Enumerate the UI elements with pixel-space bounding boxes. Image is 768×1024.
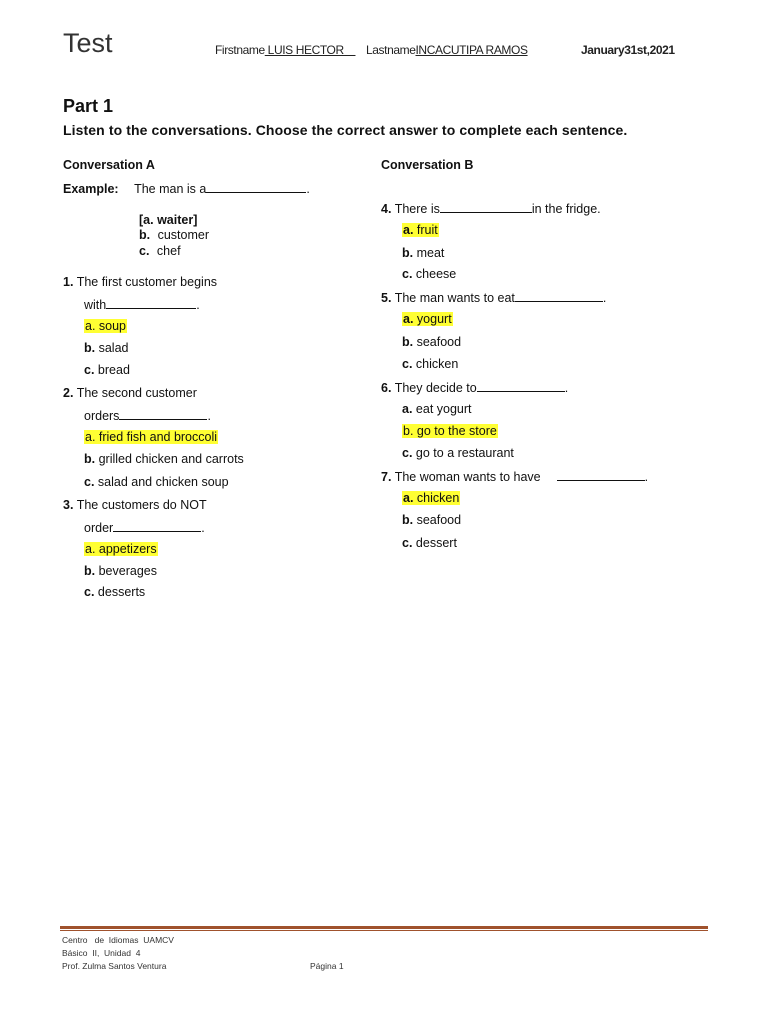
answer-blank	[113, 520, 201, 532]
answer-blank	[440, 201, 532, 213]
q3-option-b	[84, 564, 157, 578]
lastname-field	[366, 43, 578, 57]
option-text: salad and chicken soup	[97, 475, 229, 489]
highlighted-answer: a. soup	[85, 319, 127, 333]
option-text: waiter]	[157, 213, 198, 227]
firstname-value: LUIS HECTOR	[264, 43, 356, 57]
footer-rule	[60, 926, 708, 929]
question-text: orders	[84, 409, 120, 423]
period: .	[196, 298, 200, 312]
question-2-line2	[84, 408, 211, 423]
example-option-a	[139, 213, 197, 227]
option-label: c.	[402, 357, 413, 371]
option-text: grilled chicken and carrots	[98, 452, 244, 466]
question-5	[381, 290, 606, 305]
option-label: c.	[84, 363, 95, 377]
option-text: meat	[416, 246, 445, 260]
highlighted-answer: a. appetizers	[85, 542, 157, 556]
option-label: c.	[402, 446, 413, 460]
option-text: bread	[97, 363, 130, 377]
question-6	[381, 380, 568, 395]
option-label: a.	[403, 223, 414, 237]
option-label: c.	[84, 585, 95, 599]
question-text: The customers do NOT	[76, 498, 207, 512]
firstname-field	[215, 43, 355, 57]
q2-option-c	[84, 475, 229, 489]
instructions: Listen to the conversations. Choose the correct answer to complete each sentence.	[63, 122, 628, 138]
footer-institution: Centro de Idiomas UAMCV	[62, 935, 174, 945]
option-label: b.	[402, 513, 414, 527]
q6-option-b	[402, 424, 498, 438]
q4-option-b	[402, 246, 444, 260]
q7-option-a	[402, 491, 460, 505]
q6-option-c	[402, 446, 514, 460]
lastname-value: INCACUTIPA RAMOS	[415, 43, 528, 57]
option-label: a.	[403, 312, 414, 326]
q4-option-c	[402, 267, 456, 281]
q5-option-a	[402, 312, 453, 326]
option-label: b.	[139, 228, 151, 242]
answer-blank	[119, 408, 207, 420]
q3-option-c	[84, 585, 145, 599]
question-number: 6.	[381, 381, 392, 395]
q7-option-c	[402, 536, 457, 550]
q1-option-c	[84, 363, 130, 377]
option-text: seafood	[416, 513, 462, 527]
footer-rule-thin	[60, 930, 708, 931]
period: .	[306, 182, 310, 196]
question-number: 4.	[381, 202, 392, 216]
footer-page-number: Página 1	[310, 961, 344, 971]
example-option-c	[139, 244, 181, 258]
question-number: 2.	[63, 386, 74, 400]
option-label: c.	[402, 536, 413, 550]
question-number: 1.	[63, 275, 74, 289]
example-text: The man is a	[134, 182, 207, 196]
highlighted-answer: chicken	[416, 491, 460, 505]
document-title: Test	[63, 28, 113, 58]
example-option-b	[139, 228, 209, 242]
option-text: desserts	[97, 585, 146, 599]
option-label: b.	[402, 246, 414, 260]
period: .	[564, 381, 569, 395]
option-text: cheese	[415, 267, 457, 281]
question-text: There is	[394, 202, 440, 216]
option-text: customer	[157, 228, 209, 242]
example-blank	[206, 181, 306, 193]
question-4	[381, 201, 601, 216]
question-text: with	[84, 298, 107, 312]
question-number: 5.	[381, 291, 392, 305]
option-text: chef	[156, 244, 181, 258]
date: January31st,2021	[581, 43, 675, 57]
option-label: b.	[84, 341, 96, 355]
question-3-line2	[84, 520, 205, 535]
option-label: a.	[402, 402, 413, 416]
q3-option-a	[84, 542, 158, 556]
q7-option-b	[402, 513, 461, 527]
question-3	[63, 498, 207, 512]
question-2	[63, 386, 197, 400]
option-label: a.	[403, 491, 414, 505]
q5-option-b	[402, 335, 461, 349]
question-text: order	[84, 521, 114, 535]
q6-option-a	[402, 402, 472, 416]
question-7	[381, 469, 648, 484]
option-text: dessert	[415, 536, 457, 550]
answer-blank	[515, 290, 603, 302]
option-text: go to a restaurant	[415, 446, 514, 460]
highlighted-answer: b. go to the store	[403, 424, 497, 438]
q4-option-a	[402, 223, 439, 237]
option-text: chicken	[415, 357, 459, 371]
option-text: seafood	[416, 335, 462, 349]
question-1-line2	[84, 297, 200, 312]
option-label: b.	[84, 564, 96, 578]
option-label: c.	[402, 267, 413, 281]
question-number: 3.	[63, 498, 74, 512]
firstname-label: Firstname	[215, 43, 265, 57]
lastname-label: Lastname	[366, 43, 416, 57]
option-label: b.	[402, 335, 414, 349]
q5-option-c	[402, 357, 458, 371]
period: .	[201, 521, 205, 535]
answer-blank	[106, 297, 196, 309]
conversation-a-heading: Conversation A	[63, 158, 155, 172]
conversation-b-heading: Conversation B	[381, 158, 474, 172]
highlighted-answer: fruit	[416, 223, 438, 237]
footer-course: Básico II, Unidad 4	[62, 948, 141, 958]
part-title: Part 1	[63, 96, 114, 116]
q1-option-a	[84, 319, 127, 333]
question-number: 7.	[381, 470, 392, 484]
option-label: c.	[139, 244, 150, 258]
q2-option-b	[84, 452, 244, 466]
period: .	[644, 470, 649, 484]
period: .	[602, 291, 607, 305]
option-text: salad	[98, 341, 129, 355]
option-label: c.	[84, 475, 95, 489]
option-text: beverages	[98, 564, 157, 578]
option-text: eat yogurt	[415, 402, 472, 416]
example-question	[63, 181, 310, 196]
period: .	[207, 409, 211, 423]
question-1	[63, 275, 217, 289]
footer-professor: Prof. Zulma Santos Ventura	[62, 961, 167, 971]
answer-blank	[557, 469, 645, 481]
q2-option-a	[84, 430, 218, 444]
option-label: b.	[84, 452, 96, 466]
highlighted-answer: yogurt	[416, 312, 452, 326]
question-text: The second customer	[76, 386, 197, 400]
q1-option-b	[84, 341, 128, 355]
question-text: The first customer begins	[76, 275, 218, 289]
question-text: They decide to	[394, 381, 477, 395]
question-text: The man wants to eat	[394, 291, 515, 305]
question-text: in the fridge.	[531, 202, 601, 216]
question-text: The woman wants to have	[394, 470, 541, 484]
answer-blank	[477, 380, 565, 392]
option-label: [a.	[139, 213, 154, 227]
example-label: Example:	[63, 182, 119, 196]
highlighted-answer: a. fried fish and broccoli	[85, 430, 218, 444]
